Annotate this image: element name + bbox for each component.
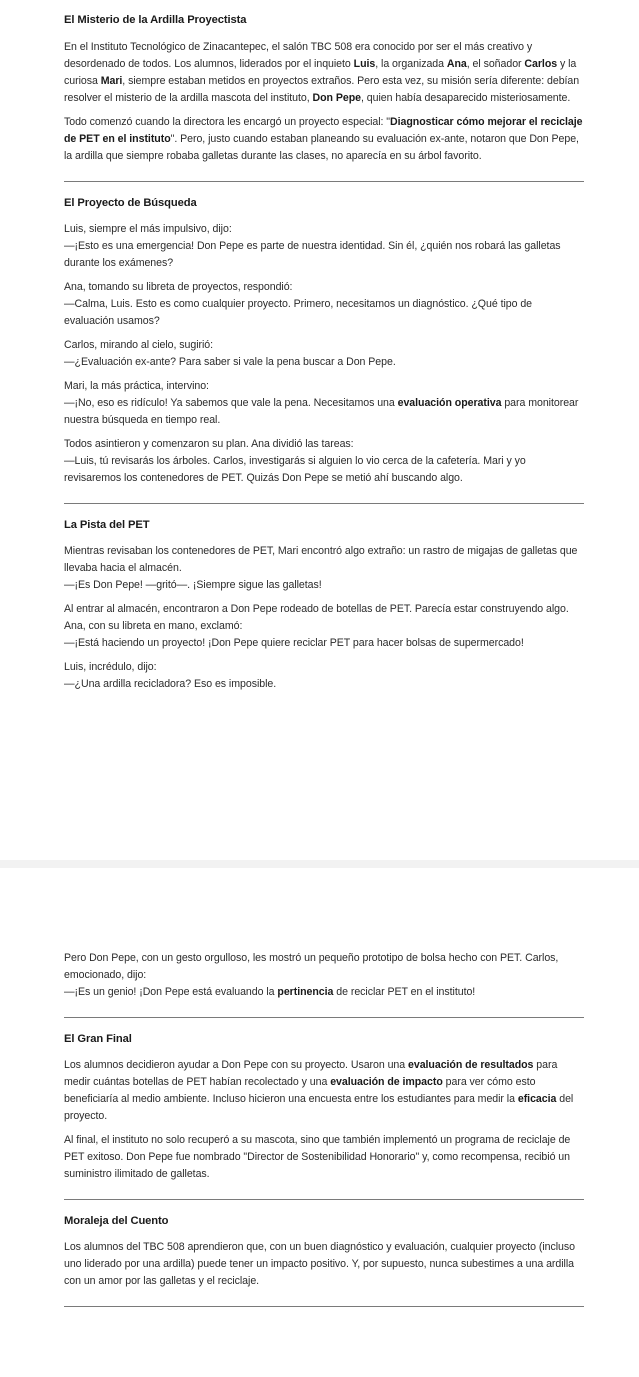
page-2 xyxy=(0,868,639,1377)
page-separator xyxy=(0,860,639,868)
story-title: El Misterio de la Ardilla Proyectista xyxy=(64,14,247,26)
section-heading-busqueda: El Proyecto de Búsqueda xyxy=(64,197,197,209)
intro-paragraph-2: Todo comenzó cuando la directora les encargó un proyecto especial: "Diagnosticar cómo mejorar el reciclaje de PET en el instituto". Pero, justo cuando estaban planeando su evaluación ex-ante, notaron que Don Pepe, la ardilla que siempre robaba galletas durante las clases, no aparecía en su árbol favorito. xyxy=(64,116,583,162)
divider xyxy=(64,503,584,504)
dialogue-paragraph: Mari, la más práctica, intervino: —¡No, eso es ridículo! Ya sabemos que vale la pena. Necesitamos una evaluación operativa para monitorear nuestra búsqueda en tiempo real. xyxy=(64,380,579,426)
dialogue-paragraph: Luis, incrédulo, dijo: —¿Una ardilla recicladora? Eso es imposible. xyxy=(64,661,277,690)
dialogue-paragraph: Ana, tomando su libreta de proyectos, respondió: —Calma, Luis. Esto es como cualquier proyecto. Primero, necesitamos un diagnóstico. ¿Qué tipo de evaluación usamos? xyxy=(64,281,533,327)
dialogue-paragraph: Al entrar al almacén, encontraron a Don Pepe rodeado de botellas de PET. Parecía estar construyendo algo. Ana, con su libreta en mano, exclamó: —¡Está haciendo un proyecto! ¡Don Pepe quiere reciclar PET para hacer bolsas de supermercado! xyxy=(64,603,569,649)
page-2-content xyxy=(64,950,584,1322)
dialogue-paragraph: Luis, siempre el más impulsivo, dijo: —¡Esto es una emergencia! Don Pepe es parte de nuestra identidad. Sin él, ¿quién nos robará las galletas durante los exámenes? xyxy=(64,223,561,269)
final-paragraph-1: Los alumnos decidieron ayudar a Don Pepe con su proyecto. Usaron una evaluación de resultados para medir cuántas botellas de PET habían recolectado y una evaluación de impacto para ver cómo esto beneficiaría al medio ambiente. Incluso hicieron una encuesta entre los estudiantes para medir la eficacia del proyecto. xyxy=(64,1059,574,1122)
final-paragraph-2: Al final, el instituto no solo recuperó a su mascota, sino que también implementó un programa de reciclaje de PET exitoso. Don Pepe fue nombrado "Director de Sostenibilidad Honorario" y, como recompensa, recibió un suministro ilimitado de galletas. xyxy=(64,1134,571,1180)
intro-paragraph-1: En el Instituto Tecnológico de Zinacantepec, el salón TBC 508 era conocido por ser el más creativo y desordenado de todos. Los alumnos, liderados por el inquieto Luis, la organizada Ana, el soñador Carlos y la curiosa Mari, siempre estaban metidos en proyectos extraños. Pero esta vez, su misión sería diferente: debían resolver el misterio de la ardilla mascota del instituto, Don Pepe, quien había desaparecido misteriosamente. xyxy=(64,41,580,104)
dialogue-paragraph: Carlos, mirando al cielo, sugirió: —¿Evaluación ex-ante? Para saber si vale la pena buscar a Don Pepe. xyxy=(64,339,396,368)
divider xyxy=(64,181,584,182)
page-1-content xyxy=(64,12,584,700)
divider xyxy=(64,1306,584,1307)
dialogue-paragraph: Pero Don Pepe, con un gesto orgulloso, les mostró un pequeño prototipo de bolsa hecho con PET. Carlos, emocionado, dijo: —¡Es un genio! ¡Don Pepe está evaluando la pertinencia de reciclar PET en el instituto! xyxy=(64,952,559,998)
moral-paragraph: Los alumnos del TBC 508 aprendieron que, con un buen diagnóstico y evaluación, cualquier proyecto (incluso uno liderado por una ardilla) puede tener un impacto positivo. Y, por supuesto, nunca subestimes a una ardilla con un amor por las galletas y el reciclaje. xyxy=(64,1241,575,1287)
dialogue-paragraph: Todos asintieron y comenzaron su plan. Ana dividió las tareas: —Luis, tú revisarás los árboles. Carlos, investigarás si alguien lo vio cerca de la cafetería. Mari y yo revisaremos los contenedores de PET. Quizás Don Pepe se metió ahí buscando algo. xyxy=(64,438,526,484)
divider xyxy=(64,1017,584,1018)
section-heading-moraleja: Moraleja del Cuento xyxy=(64,1215,169,1227)
dialogue-paragraph: Mientras revisaban los contenedores de PET, Mari encontró algo extraño: un rastro de migajas de galletas que llevaba hacia el almacén. —¡Es Don Pepe! —gritó—. ¡Siempre sigue las galletas! xyxy=(64,545,578,591)
divider xyxy=(64,1199,584,1200)
section-heading-pista: La Pista del PET xyxy=(64,519,150,531)
section-heading-final: El Gran Final xyxy=(64,1033,132,1045)
